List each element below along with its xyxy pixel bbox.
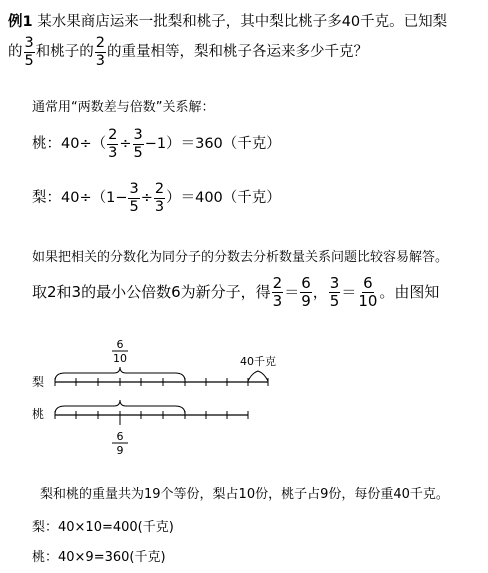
method1-intro: 通常用“两数差与倍数”关系解：: [32, 100, 215, 115]
top-fraction-num: 6: [116, 338, 124, 351]
bottom-fraction-den: 9: [116, 444, 124, 457]
pear-equation: 梨：40÷（1− $\frac{3}{5}$ ÷ $\frac{2}{3}$ ）＝400（千克）: [32, 181, 281, 215]
method2-intro: 如果把相关的分数化为同分子的分数去分析数量关系问题比较容易解答。: [32, 250, 449, 265]
extra-weight-label: 40千克: [240, 355, 276, 368]
conclusion-summary: 梨和桃的重量共为19个等份，梨占10份，桃子占9份，每份重40千克。: [40, 487, 449, 502]
bottom-fraction-num: 6: [116, 430, 124, 443]
segment-diagram: [30, 333, 282, 461]
problem-text-1: 某水果商店运来一批梨和桃子，其中梨比桃子多40千克。已知梨: [37, 14, 448, 30]
method2-equation: 取2和3的最小公倍数6为新分子，得 $\frac{2}{3}$ ＝ $\frac{6}{9}$ ， $\frac{3}{5}$ ＝ $\frac{6}{10}$ 。由图知: [32, 274, 440, 310]
problem-text-2c: 的重量相等，梨和桃子各运来多少千克？: [106, 44, 368, 60]
pear-result: 梨：40×10=400(千克): [32, 520, 174, 535]
extra-brace: [248, 371, 268, 381]
peach-label: 桃: [32, 407, 45, 421]
example-label: 例1: [8, 14, 33, 30]
problem-text-2a: 的: [8, 44, 23, 60]
fraction-2-3: $\frac{2}{3}$: [95, 35, 105, 69]
peach-result: 桃：40×9=360(千克): [32, 550, 166, 565]
problem-line-1: [8, 10, 447, 31]
problem-text-2b: 和桃子的: [35, 44, 94, 60]
problem-line-2: [8, 36, 368, 68]
pear-label: 梨: [32, 375, 45, 389]
fraction-3-5: $\frac{3}{5}$: [24, 35, 34, 69]
peach-equation: 桃：40÷（ $\frac{2}{3}$ ÷ $\frac{3}{5}$ −1）＝360（千克）: [32, 127, 281, 161]
top-fraction-den: 10: [113, 352, 127, 365]
